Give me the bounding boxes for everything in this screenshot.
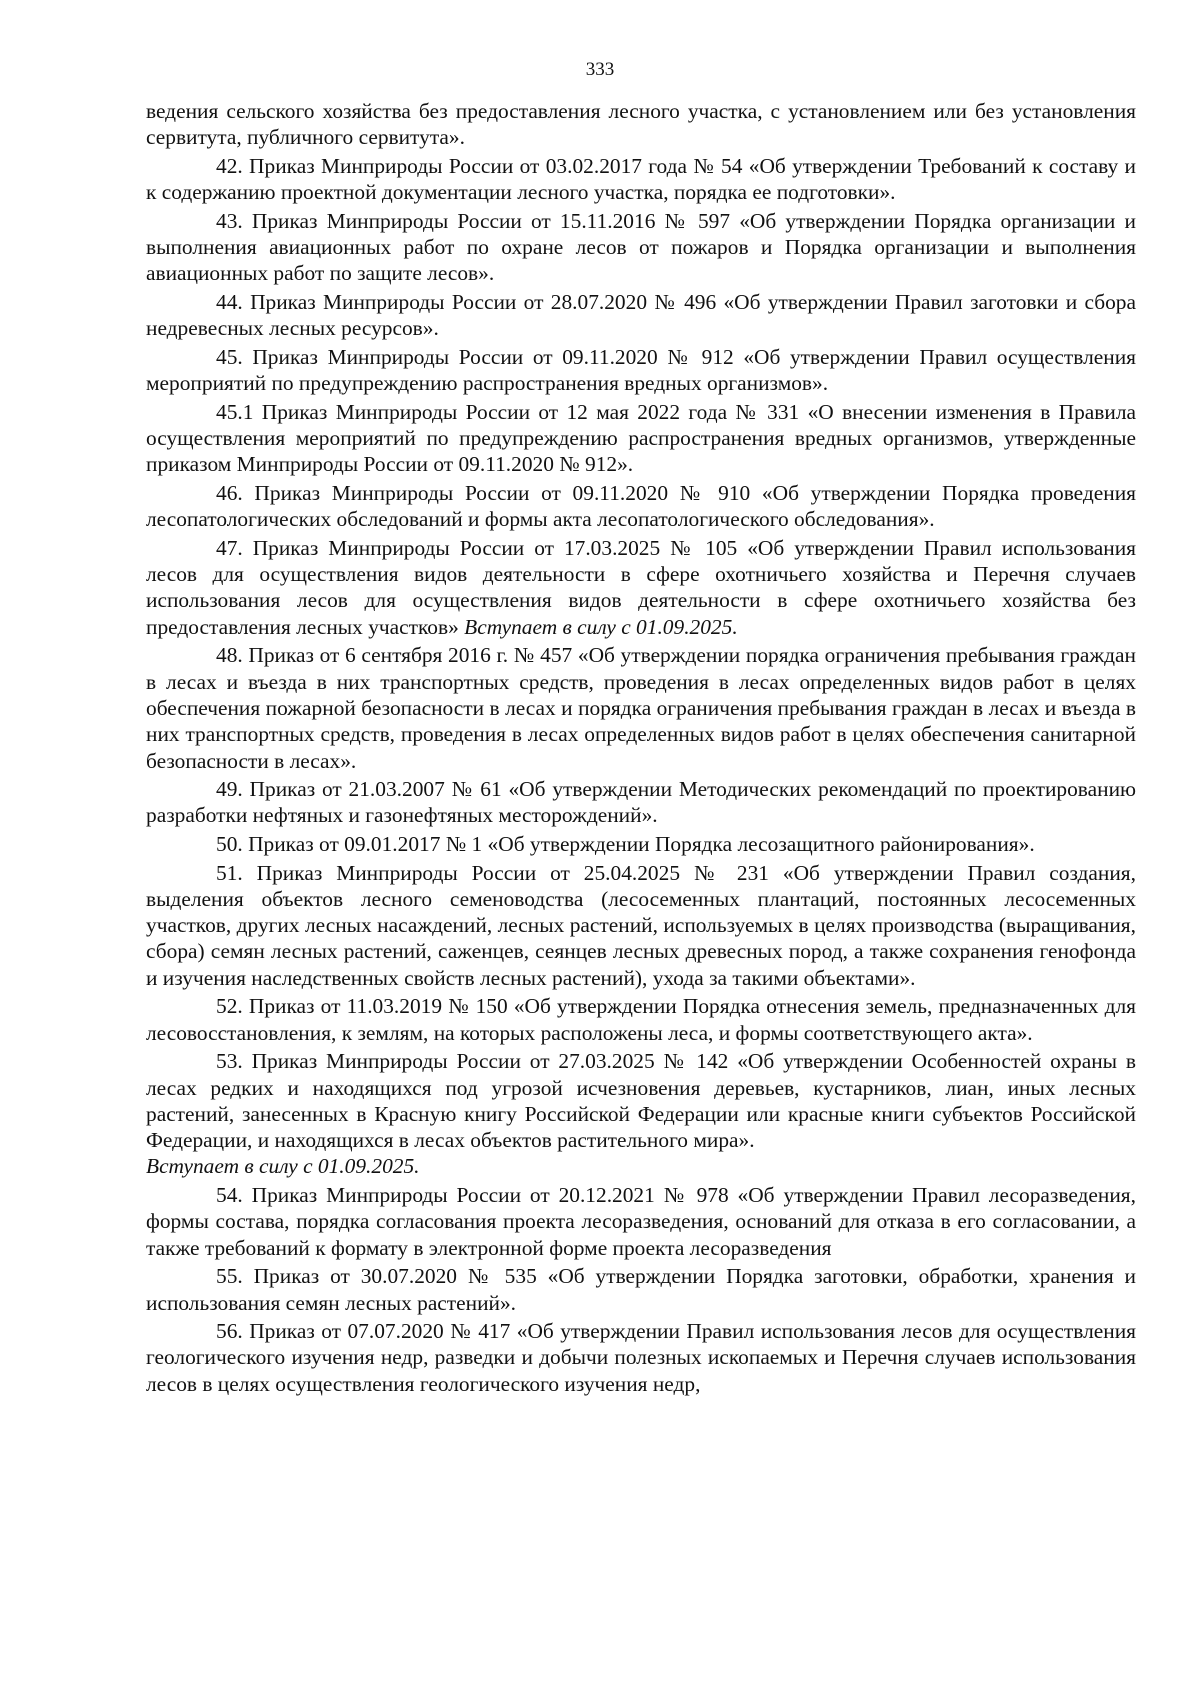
item-text: 55. Приказ от 30.07.2020 № 535 «Об утверждении Порядка заготовки, обработки, хранения и использования семян лесных растений».: [146, 1264, 1136, 1315]
list-item: [146, 208, 1136, 287]
item-text: 44. Приказ Минприроды России от 28.07.2020 № 496 «Об утверждении Правил заготовки и сбора недревесных лесных ресурсов».: [146, 289, 1136, 341]
item-text: 51. Приказ Минприроды России от 25.04.2025 № 231 «Об утверждении Правил создания, выделения объектов лесного семеноводства (лесосеменных плантаций, постоянных лесосеменных участков, других лесных насаждений, лесных растений, используемых в целях производства (выращивания, сбора) семян лесных растений, саженцев, сеянцев лесных древесных пород, а также сохранения генофонда и изучения наследственных свойств лесных растений), ухода за такими объектами».: [146, 860, 1136, 990]
item-text: 53. Приказ Минприроды России от 27.03.2025 № 142 «Об утверждении Особенностей охраны в лесах редких и находящихся под угрозой исчезновения деревьев, кустарников, лиан, иных лесных растений, занесенных в Красную книгу Российской Федерации или красные книги субъектов Российской Федерации, и находящихся в лесах объектов растительного мира».: [146, 1049, 1136, 1153]
item-text: 49. Приказ от 21.03.2007 № 61 «Об утверждении Методических рекомендаций по проектированию разработки нефтяных и газонефтяных месторождений».: [146, 777, 1136, 828]
item-text: 42. Приказ Минприроды России от 03.02.2017 года № 54 «Об утверждении Требований к составу и к содержанию проектной документации лесного участка, порядка ее подготовки».: [146, 153, 1136, 205]
list-item: [146, 860, 1136, 991]
item-text: 52. Приказ от 11.03.2019 № 150 «Об утверждении Порядка отнесения земель, предназначенных для лесовосстановления, к землям, на которых расположены леса, и формы соответствующего акта».: [146, 994, 1136, 1045]
effective-date-note: Вступает в силу с 01.09.2025.: [146, 1154, 420, 1179]
list-item: [146, 831, 1136, 857]
list-item: [146, 344, 1136, 397]
item-text: 45.1 Приказ Минприроды России от 12 мая 2022 года № 331 «О внесении изменения в Правила осуществления мероприятий по предупреждению распространения вредных организмов, утвержденные приказом Минприроды России от 09.11.2020 № 912».: [146, 399, 1136, 477]
list-item: [146, 399, 1136, 478]
list-item: [146, 642, 1136, 773]
item-text: 47. Приказ Минприроды России от 17.03.2025 № 105 «Об утверждении Правил использования лесов для осуществления видов деятельности в сфере охотничьего хозяйства и Перечня случаев использования лесов для осуществления видов деятельности в сфере охотничьего хозяйства без предоставления лесных участков»: [146, 535, 1136, 639]
list-item: [146, 776, 1136, 829]
list-item: [146, 1263, 1136, 1316]
item-text: 46. Приказ Минприроды России от 09.11.2020 № 910 «Об утверждении Порядка проведения лесопатологических обследований и формы акта лесопатологического обследования».: [146, 480, 1136, 532]
list-item: [146, 993, 1136, 1046]
order-list: [146, 153, 1136, 1397]
list-item: [146, 535, 1136, 640]
item-text: 48. Приказ от 6 сентября 2016 г. № 457 «Об утверждении порядка ограничения пребывания граждан в лесах и въезда в них транспортных средств, проведения в лесах определенных видов работ в целях обеспечения пожарной безопасности в лесах и порядка ограничения пребывания граждан в лесах и въезда в них транспортных средств, проведения в лесах определенных видов работ в целях обеспечения санитарной безопасности в лесах».: [146, 643, 1136, 773]
item-text: 50. Приказ от 09.01.2017 № 1 «Об утверждении Порядка лесозащитного районирования».: [216, 831, 1035, 856]
item-text: 43. Приказ Минприроды России от 15.11.2016 № 597 «Об утверждении Порядка организации и выполнения авиационных работ по охране лесов от пожаров и Порядка организации и выполнения авиационных работ по защите лесов».: [146, 208, 1136, 286]
list-item: [146, 289, 1136, 342]
item-text: 54. Приказ Минприроды России от 20.12.2021 № 978 «Об утверждении Правил лесоразведения, формы состава, порядка согласования проекта лесоразведения, оснований для отказа в его согласовании, а также требований к формату в электронной форме проекта лесоразведения: [146, 1183, 1136, 1260]
item-text: 56. Приказ от 07.07.2020 № 417 «Об утверждении Правил использования лесов для осуществления геологического изучения недр, разведки и добычи полезных ископаемых и Перечня случаев использования лесов в целях осуществления геологического изучения недр,: [146, 1319, 1136, 1396]
page-number: 333: [585, 59, 615, 80]
list-item: [146, 1318, 1136, 1397]
document-body: [146, 98, 1136, 1397]
continued-paragraph: ведения сельского хозяйства без предоставления лесного участка, с установлением или без установления сервитута, публичного сервитута».: [146, 99, 1136, 150]
item-text: 45. Приказ Минприроды России от 09.11.2020 № 912 «Об утверждении Правил осуществления мероприятий по предупреждению распространения вредных организмов».: [146, 344, 1136, 396]
list-item: [146, 1182, 1136, 1261]
list-item: [146, 153, 1136, 206]
effective-date-note: Вступает в силу с 01.09.2025.: [464, 614, 738, 639]
list-item: [146, 480, 1136, 533]
list-item: [146, 1048, 1136, 1179]
